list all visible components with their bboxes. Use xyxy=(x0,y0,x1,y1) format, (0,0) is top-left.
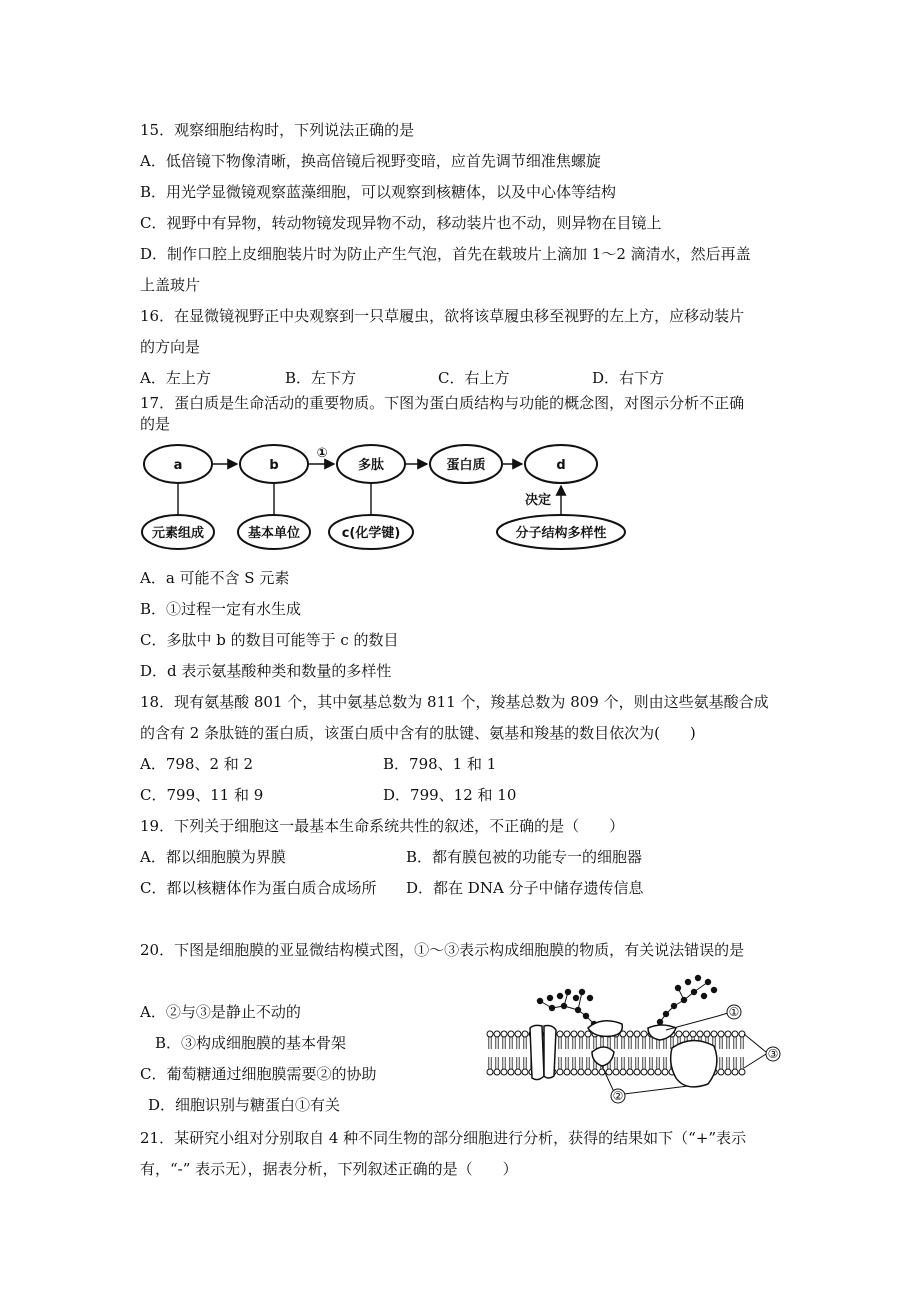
lipid-head xyxy=(494,1069,500,1075)
q19-option-d: D．都在 DNA 分子中储存遗传信息 xyxy=(406,879,644,897)
lipid-head xyxy=(634,1031,640,1037)
leader-3a xyxy=(744,1034,766,1052)
q19-stem: 19．下列关于细胞这一最基本生命系统共性的叙述，不正确的是（ ） xyxy=(140,817,625,835)
lipid-head xyxy=(564,1031,570,1037)
lipid-head xyxy=(725,1069,731,1075)
lipid-head xyxy=(578,1069,584,1075)
lipid-head xyxy=(718,1069,724,1075)
lipid-head xyxy=(634,1069,640,1075)
lipid-head xyxy=(515,1069,521,1075)
label-diversity: 分子结构多样性 xyxy=(515,526,607,541)
q18-option-d: D．799、12 和 10 xyxy=(383,786,517,804)
lipid-head xyxy=(487,1069,493,1075)
node-d-label: d xyxy=(556,458,566,473)
q19-options-row1 xyxy=(140,847,700,867)
q18-options-row2 xyxy=(140,785,640,805)
q17-option-b: B．①过程一定有水生成 xyxy=(140,600,302,618)
decides-label: 决定 xyxy=(524,493,552,508)
peripheral-protein xyxy=(592,1047,614,1066)
q19-options-row2 xyxy=(140,878,700,898)
lipid-head xyxy=(641,1069,647,1075)
q17-stem-cont: 的是 xyxy=(140,415,171,433)
q17-option-d: D．d 表示氨基酸种类和数量的多样性 xyxy=(140,662,392,680)
node-a-label: a xyxy=(173,458,183,473)
lipid-head xyxy=(662,1069,668,1075)
q16-option-b: B．左下方 xyxy=(285,369,357,387)
q18-stem-cont: 的含有 2 条肽链的蛋白质，该蛋白质中含有的肽键、氨基和羧基的数目依次为( ) xyxy=(140,724,696,742)
lipid-head xyxy=(564,1069,570,1075)
q20-stem: 20．下图是细胞膜的亚显微结构模式图，①～③表示构成细胞膜的物质，有关说法错误的是 xyxy=(140,941,745,959)
leader-2b xyxy=(624,1086,688,1094)
channel-protein-2 xyxy=(544,1026,556,1079)
label-2: ② xyxy=(612,1089,624,1103)
lipid-head xyxy=(557,1031,563,1037)
lipid-head xyxy=(732,1069,738,1075)
lipid-head xyxy=(571,1031,577,1037)
lipid-head xyxy=(690,1031,696,1037)
node-protein-label: 蛋白质 xyxy=(446,458,486,473)
lipid-head xyxy=(522,1031,528,1037)
lipid-head xyxy=(585,1031,591,1037)
q18-option-c: C．799、11 和 9 xyxy=(140,786,264,804)
q20-option-c: C．葡萄糖通过细胞膜需要②的协助 xyxy=(140,1065,377,1083)
lipid-head xyxy=(620,1069,626,1075)
lipid-head xyxy=(627,1031,633,1037)
q16-option-d: D．右下方 xyxy=(592,369,665,387)
node-b-label: b xyxy=(269,458,279,473)
q19-option-b: B．都有膜包被的功能专一的细胞器 xyxy=(406,848,643,866)
q16-option-a: A．左上方 xyxy=(140,369,211,387)
lipid-head xyxy=(585,1069,591,1075)
q19-option-a: A．都以细胞膜为界膜 xyxy=(140,848,286,866)
q17-option-c: C．多肽中 b 的数目可能等于 c 的数目 xyxy=(140,631,399,649)
q16-stem: 16．在显微镜视野正中央观察到一只草履虫，欲将该草履虫移至视野的左上方，应移动装片 xyxy=(140,307,745,325)
label-unit: 基本单位 xyxy=(247,526,301,541)
lipid-head xyxy=(697,1031,703,1037)
lipid-head xyxy=(683,1031,689,1037)
lipid-head xyxy=(732,1031,738,1037)
q18-options-row1 xyxy=(140,754,640,774)
lipid-head xyxy=(487,1031,493,1037)
q15-option-b: B．用光学显微镜观察蓝藻细胞，可以观察到核糖体，以及中心体等结构 xyxy=(140,183,617,201)
q16-options xyxy=(140,368,700,388)
q20-option-b: B．③构成细胞膜的基本骨架 xyxy=(155,1034,347,1052)
q17-stem: 17．蛋白质是生命活动的重要物质。下图为蛋白质结构与功能的概念图，对图示分析不正确 xyxy=(140,394,745,412)
lipid-head xyxy=(508,1031,514,1037)
q21-stem: 21．某研究小组对分别取自 4 种不同生物的部分细胞进行分析，获得的结果如下（“+”表示 xyxy=(140,1129,747,1147)
q17-option-a: A．a 可能不含 S 元素 xyxy=(140,569,290,587)
q20-option-a: A．②与③是静止不动的 xyxy=(140,1003,301,1021)
lipid-head xyxy=(501,1069,507,1075)
lipid-head xyxy=(578,1031,584,1037)
q21-stem-cont: 有，“-” 表示无），据表分析，下列叙述正确的是（ ） xyxy=(140,1160,518,1178)
channel-protein xyxy=(530,1025,544,1079)
lipid-head xyxy=(739,1069,745,1075)
lipid-head xyxy=(648,1069,654,1075)
q15-option-d-cont: 上盖玻片 xyxy=(140,276,201,294)
label-3: ③ xyxy=(767,1047,779,1061)
protein-concept-diagram xyxy=(138,438,638,556)
lipid-head xyxy=(501,1031,507,1037)
q18-stem: 18．现有氨基酸 801 个，其中氨基总数为 811 个，羧基总数为 809 个，则由这些氨基酸合成 xyxy=(140,693,769,711)
leader-1 xyxy=(666,1016,718,1030)
q18-option-a: A．798、2 和 2 xyxy=(140,755,254,773)
q16-stem-cont: 的方向是 xyxy=(140,338,201,356)
lipid-head xyxy=(641,1031,647,1037)
lipid-head xyxy=(718,1031,724,1037)
q15-stem: 15．观察细胞结构时，下列说法正确的是 xyxy=(140,121,415,139)
lipid-head xyxy=(571,1069,577,1075)
lipid-head xyxy=(676,1031,682,1037)
cell-membrane-diagram xyxy=(482,968,802,1108)
lipid-head xyxy=(606,1069,612,1075)
lipid-head xyxy=(508,1069,514,1075)
lipid-head xyxy=(711,1031,717,1037)
lipid-head xyxy=(494,1031,500,1037)
lipid-head xyxy=(627,1069,633,1075)
q15-option-d: D．制作口腔上皮细胞装片时为防止产生气泡，首先在载玻片上滴加 1～2 滴清水，然后再盖 xyxy=(140,245,751,263)
q15-option-a: A．低倍镜下物像清晰，换高倍镜后视野变暗，应首先调节细准焦螺旋 xyxy=(140,152,601,170)
lipid-head xyxy=(613,1069,619,1075)
q20-option-d: D．细胞识别与糖蛋白①有关 xyxy=(148,1096,341,1114)
q18-option-b: B．798、1 和 1 xyxy=(383,755,497,773)
label-elements: 元素组成 xyxy=(151,526,205,541)
label-bond: c(化学键) xyxy=(341,526,401,541)
q19-option-c: C．都以核糖体作为蛋白质合成场所 xyxy=(140,879,377,897)
node-peptide-label: 多肽 xyxy=(357,458,385,473)
transmembrane-protein xyxy=(671,1040,717,1086)
lipid-head xyxy=(592,1069,598,1075)
lipid-head xyxy=(655,1069,661,1075)
step-1-label: ① xyxy=(316,446,328,461)
lipid-head xyxy=(725,1031,731,1037)
lipid-head xyxy=(515,1031,521,1037)
lipid-head xyxy=(522,1069,528,1075)
q15-option-c: C．视野中有异物，转动物镜发现异物不动，移动装片也不动，则异物在目镜上 xyxy=(140,214,662,232)
lipid-head xyxy=(557,1069,563,1075)
lipid-head xyxy=(704,1031,710,1037)
leader-3b xyxy=(744,1054,766,1068)
q16-option-c: C．右上方 xyxy=(438,369,510,387)
label-1: ① xyxy=(728,1005,740,1019)
glycoprotein xyxy=(648,1025,676,1040)
